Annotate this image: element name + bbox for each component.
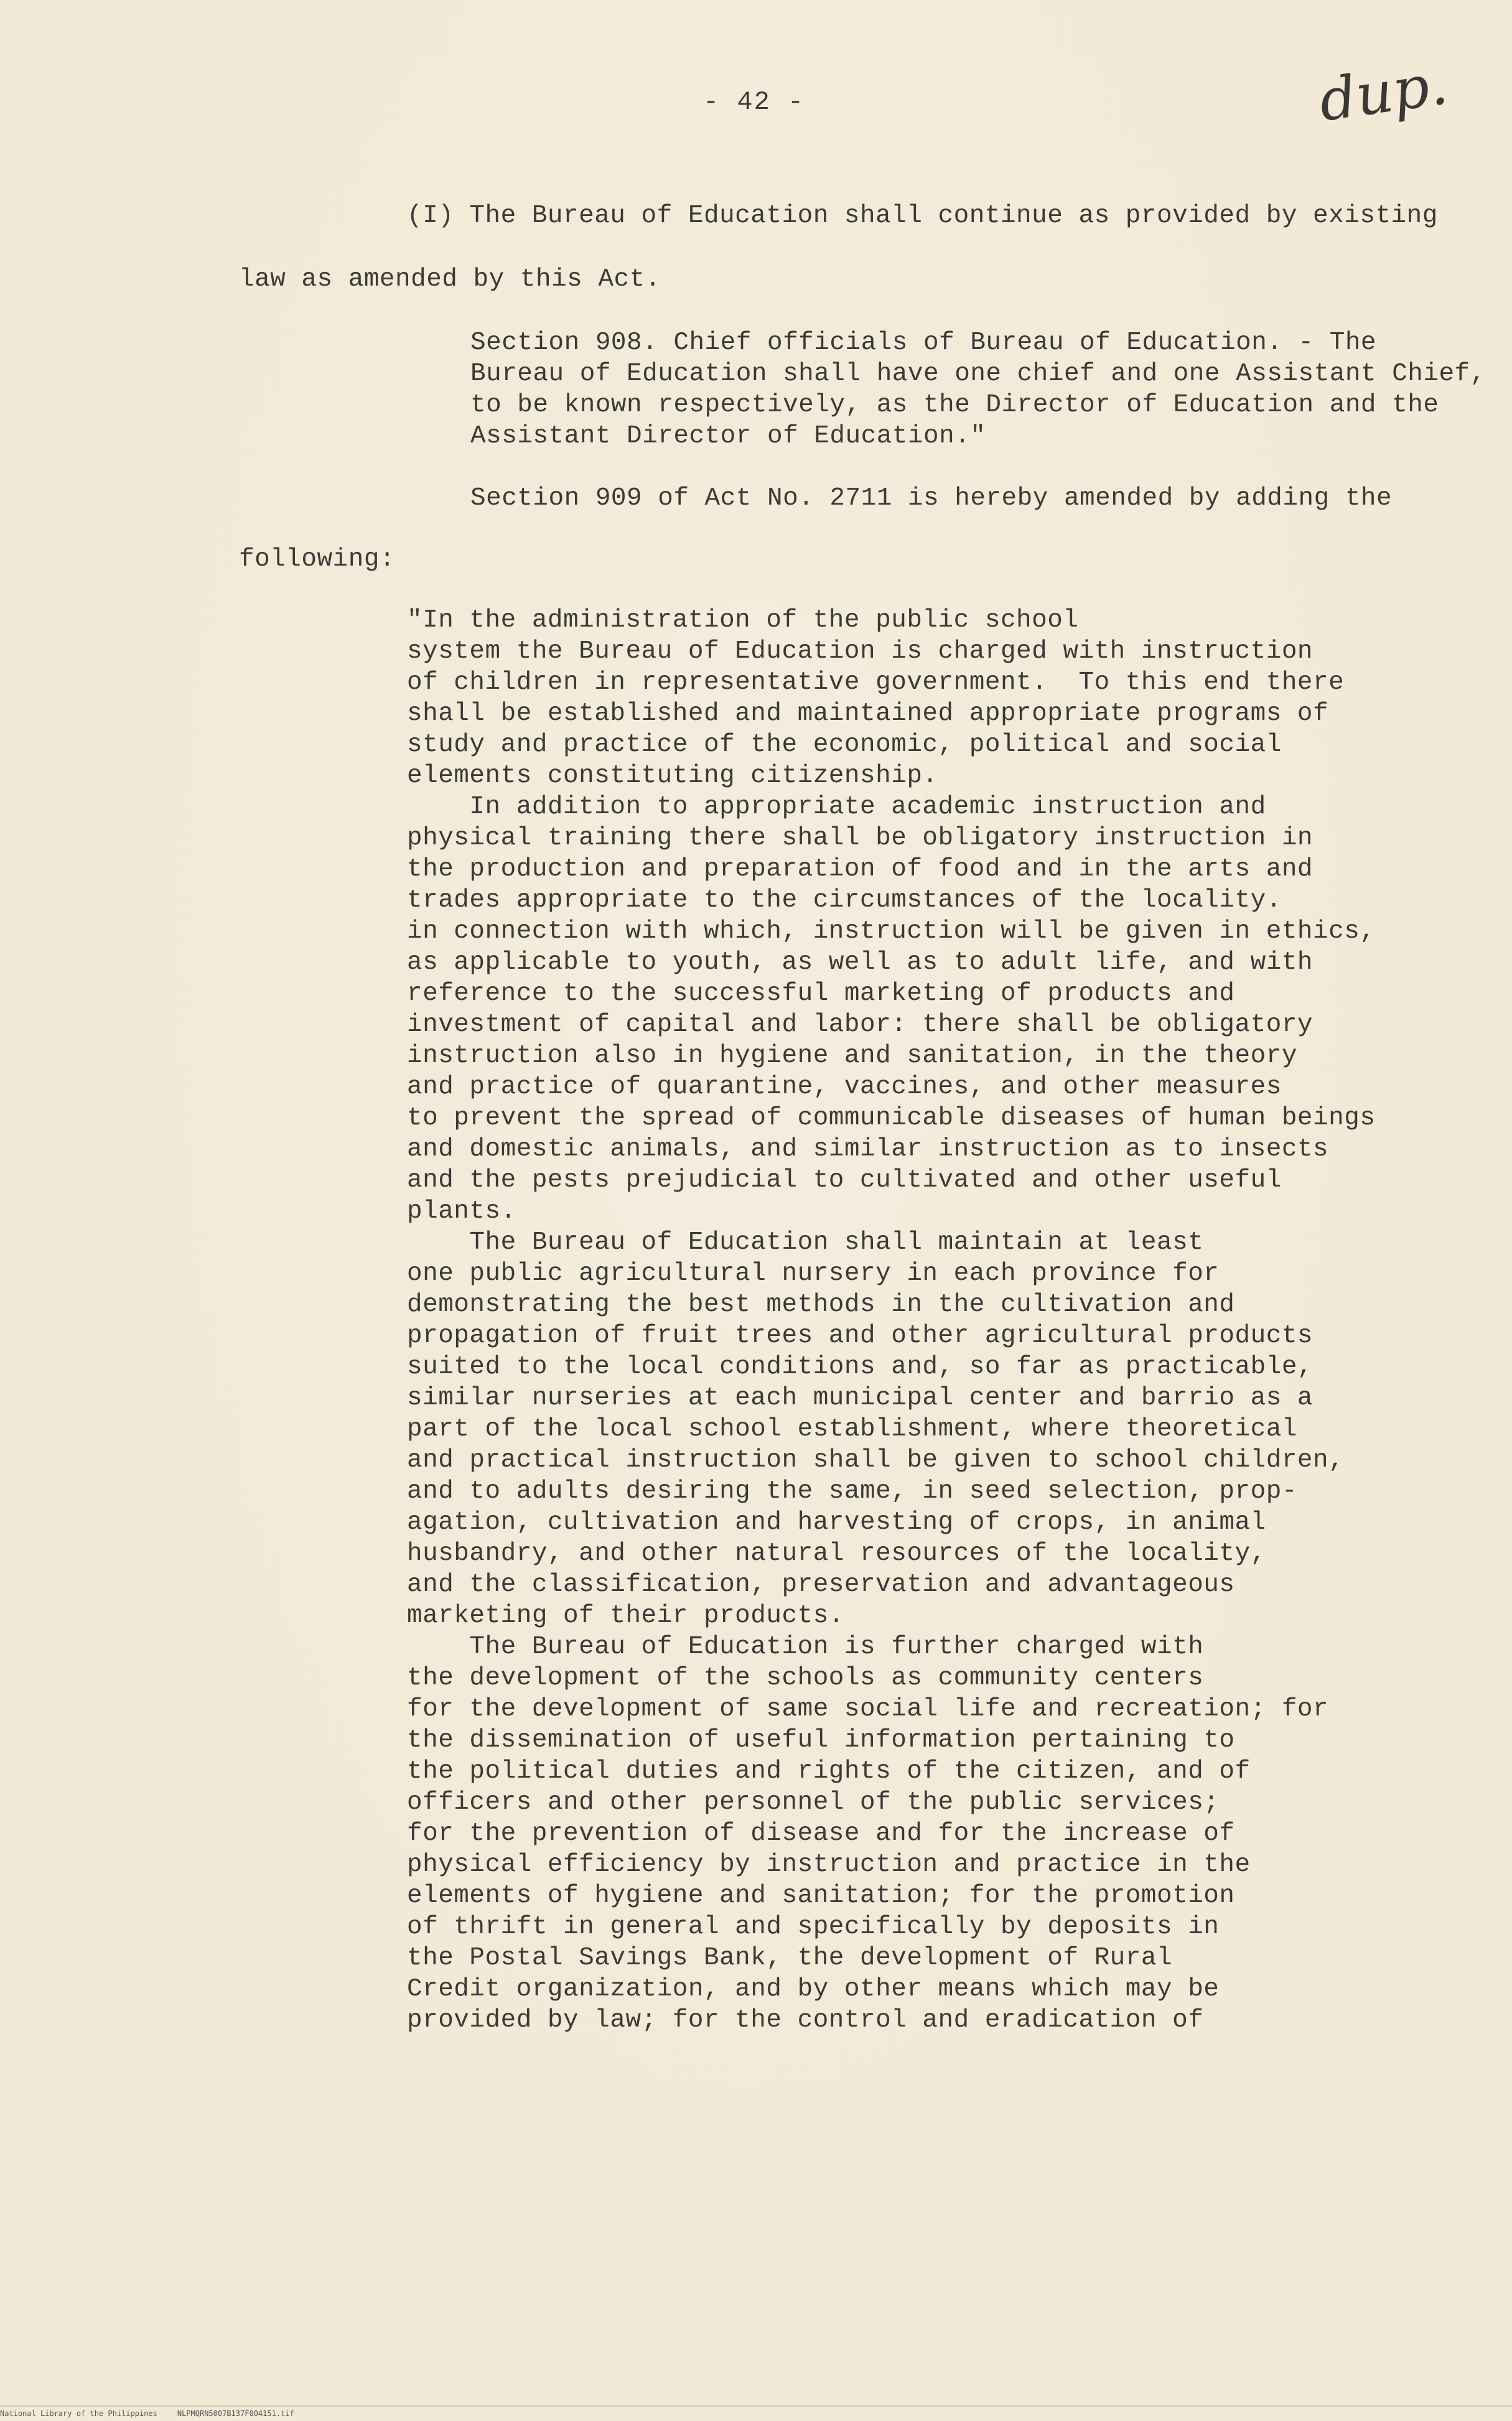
footer-source: National Library of the Philippines — [0, 2409, 157, 2418]
body-line: as applicable to youth, as well as to adult life, and with — [407, 948, 1314, 977]
body-line: the production and preparation of food and in the arts and — [407, 855, 1314, 884]
footer-filename: NLPMQRN5007B137F004151.tif — [177, 2409, 294, 2418]
body-line: part of the local school establishment, where theoretical — [407, 1415, 1297, 1444]
body-line: reference to the successful marketing of products and — [407, 979, 1235, 1008]
section-908-line: Assistant Director of Education." — [470, 422, 986, 450]
body-line: for the development of same social life and recreation; for — [407, 1695, 1329, 1724]
body-line: elements of hygiene and sanitation; for the promotion — [407, 1882, 1235, 1910]
body-line: of children in representative government. To this end there — [407, 668, 1345, 697]
section-909-line-1: Section 909 of Act No. 2711 is hereby amended by adding the — [470, 484, 1393, 513]
body-line: "In the administration of the public school — [407, 606, 1079, 635]
body-line: of thrift in general and specifically by deposits in — [407, 1913, 1220, 1941]
body-line: investment of capital and labor: there shall be obligatory — [407, 1010, 1314, 1039]
page-number: - 42 - — [703, 87, 805, 117]
section-908-line: to be known respectively, as the Director of Education and the — [470, 391, 1439, 419]
footer — [0, 2409, 314, 2418]
body-line: marketing of their products. — [407, 1602, 844, 1630]
body-line: plants. — [407, 1197, 516, 1226]
body-line: and the pests prejudicial to cultivated and other useful — [407, 1166, 1282, 1195]
intro-line-2: law as amended by this Act. — [239, 265, 661, 294]
body-line: Credit organization, and by other means which may be — [407, 1975, 1220, 2004]
body-line: one public agricultural nursery in each province for — [407, 1259, 1220, 1288]
body-line: shall be established and maintained appropriate programs of — [407, 699, 1329, 728]
section-908-quote — [470, 327, 1486, 452]
body-line: officers and other personnel of the public services; — [407, 1788, 1220, 1817]
amendment-body — [407, 605, 1375, 2036]
body-line: agation, cultivation and harvesting of crops, in animal — [407, 1508, 1266, 1537]
body-line: The Bureau of Education is further charged with — [407, 1633, 1204, 1661]
body-line: instruction also in hygiene and sanitation, in the theory — [407, 1042, 1297, 1070]
body-line: system the Bureau of Education is charged with instruction — [407, 637, 1314, 666]
body-line: provided by law; for the control and eradication of — [407, 2006, 1204, 2035]
body-line: and domestic animals, and similar instruction as to insects — [407, 1135, 1329, 1164]
body-line: demonstrating the best methods in the cultivation and — [407, 1290, 1235, 1319]
body-line: and practice of quarantine, vaccines, and other measures — [407, 1073, 1282, 1101]
body-line: husbandry, and other natural resources of the locality, — [407, 1539, 1266, 1568]
body-line: for the prevention of disease and for the increase of — [407, 1819, 1235, 1848]
section-908-line: Section 908. Chief officials of Bureau of Education. - The — [470, 329, 1377, 357]
body-line: In addition to appropriate academic instruction and — [407, 793, 1266, 821]
section-909-line-2: following: — [239, 545, 396, 574]
body-line: study and practice of the economic, political and social — [407, 730, 1282, 759]
body-line: the development of the schools as community centers — [407, 1664, 1204, 1692]
body-line: The Bureau of Education shall maintain at least — [407, 1228, 1204, 1257]
body-line: elements constituting citizenship. — [407, 762, 938, 790]
body-line: similar nurseries at each municipal center and barrio as a — [407, 1384, 1314, 1412]
footer-divider — [0, 2405, 1512, 2407]
body-line: and to adults desiring the same, in seed selection, prop- — [407, 1477, 1297, 1506]
intro-line-1: (I) The Bureau of Education shall continue as provided by existing — [407, 202, 1438, 230]
body-line: the political duties and rights of the citizen, and of — [407, 1757, 1251, 1786]
body-line: to prevent the spread of communicable diseases of human beings — [407, 1104, 1376, 1132]
body-line: the dissemination of useful information pertaining to — [407, 1726, 1235, 1755]
body-line: suited to the local conditions and, so far as practicable, — [407, 1353, 1314, 1381]
body-line: physical efficiency by instruction and practice in the — [407, 1850, 1251, 1879]
body-line: the Postal Savings Bank, the development of Rural — [407, 1944, 1173, 1972]
body-line: and practical instruction shall be given to school children, — [407, 1446, 1345, 1475]
handwritten-annotation: dup. — [1315, 50, 1452, 134]
body-line: and the classification, preservation and advantageous — [407, 1570, 1235, 1599]
body-line: propagation of fruit trees and other agricultural products — [407, 1322, 1314, 1350]
body-line: trades appropriate to the circumstances of the locality. — [407, 886, 1282, 915]
body-line: physical training there shall be obligatory instruction in — [407, 824, 1314, 852]
body-line: in connection with which, instruction will be given in ethics, — [407, 917, 1376, 946]
section-908-line: Bureau of Education shall have one chief and one Assistant Chief, — [470, 360, 1486, 388]
